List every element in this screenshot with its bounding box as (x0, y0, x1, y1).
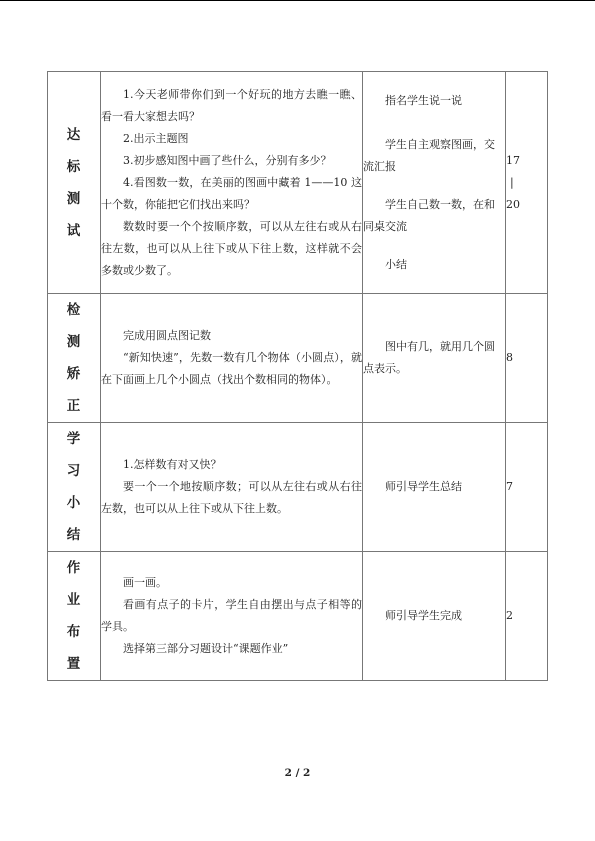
stage-cell (48, 294, 101, 423)
content-line: “新知快速”，先数一数有几个物体（小圆点），就在下面画上几个小圆点（找出个数相同的物体）。 (101, 351, 362, 386)
minutes-value: 17 (506, 153, 520, 167)
minutes-separator: | (510, 175, 514, 189)
content-line: 3.初步感知图中画了些什么，分别有多少？ (123, 153, 332, 167)
table-row (48, 423, 548, 552)
activity-cell (363, 72, 506, 294)
activity-line: 学生自己数一数，在和同桌交流 (363, 197, 495, 233)
stage-label: 小结 (66, 495, 82, 543)
activity-line: 图中有几，就用几个圆点表示。 (363, 340, 495, 375)
activity-line: 师引导学生总结 (385, 480, 462, 493)
lesson-plan-table (47, 71, 548, 681)
content-line: 1.今天老师带你们到一个好玩的地方去瞧一瞧、看一看大家想去吗？ (101, 87, 362, 123)
content-cell (101, 72, 363, 294)
content-line: 画一画。 (123, 576, 167, 589)
table-row (48, 552, 548, 681)
stage-label: 测试 (66, 190, 82, 239)
content-line: 2.出示主题图 (123, 131, 189, 145)
minutes-value: 2 (506, 609, 513, 622)
minutes-cell (506, 72, 548, 294)
stage-label: 矫正 (66, 366, 82, 414)
content-line: 4.看图数一数，在美丽的图画中藏着 1——10 这十个数，你能把它们找出来吗？ (101, 175, 362, 211)
minutes-cell (506, 552, 548, 681)
top-rule (0, 0, 595, 1)
activity-line: 师引导学生完成 (385, 609, 462, 622)
minutes-value: 8 (506, 351, 513, 364)
activity-cell (363, 423, 506, 552)
content-line: 选择第三部分习题设计“课题作业” (123, 642, 289, 655)
stage-cell (48, 423, 101, 552)
stage-cell (48, 72, 101, 294)
content-line: 数数时要一个个按顺序数，可以从左往右或从右往左数，也可以从上往下或从下往上数，这样就不会多数或少数了。 (101, 219, 362, 277)
content-cell (101, 423, 363, 552)
content-line: 完成用圆点图记数 (123, 329, 211, 342)
stage-label: 检测 (66, 302, 82, 350)
activity-line: 指名学生说一说 (385, 93, 462, 107)
activity-cell (363, 552, 506, 681)
stage-label: 达标 (66, 126, 82, 175)
stage-cell (48, 552, 101, 681)
activity-cell (363, 294, 506, 423)
minutes-cell (506, 294, 548, 423)
content-cell (101, 552, 363, 681)
minutes-value: 20 (506, 197, 520, 211)
content-line: 1.怎样数有对又快？ (123, 458, 222, 471)
activity-line: 学生自主观察图画，交流汇报 (363, 137, 495, 173)
stage-label: 布置 (66, 624, 82, 672)
content-cell (101, 294, 363, 423)
stage-label: 作业 (66, 560, 82, 608)
stage-label: 学习 (66, 431, 82, 479)
minutes-cell (506, 423, 548, 552)
activity-line: 小结 (385, 257, 407, 271)
table-row (48, 72, 548, 294)
content-line: 要一个一个地按顺序数；可以从左往右或从右往左数，也可以从上往下或从下往上数。 (101, 480, 362, 515)
minutes-value: 7 (506, 480, 513, 493)
page-number: 2 / 2 (284, 767, 311, 779)
table-row (48, 294, 548, 423)
content-line: 看画有点子的卡片，学生自由摆出与点子相等的学具。 (101, 598, 362, 633)
